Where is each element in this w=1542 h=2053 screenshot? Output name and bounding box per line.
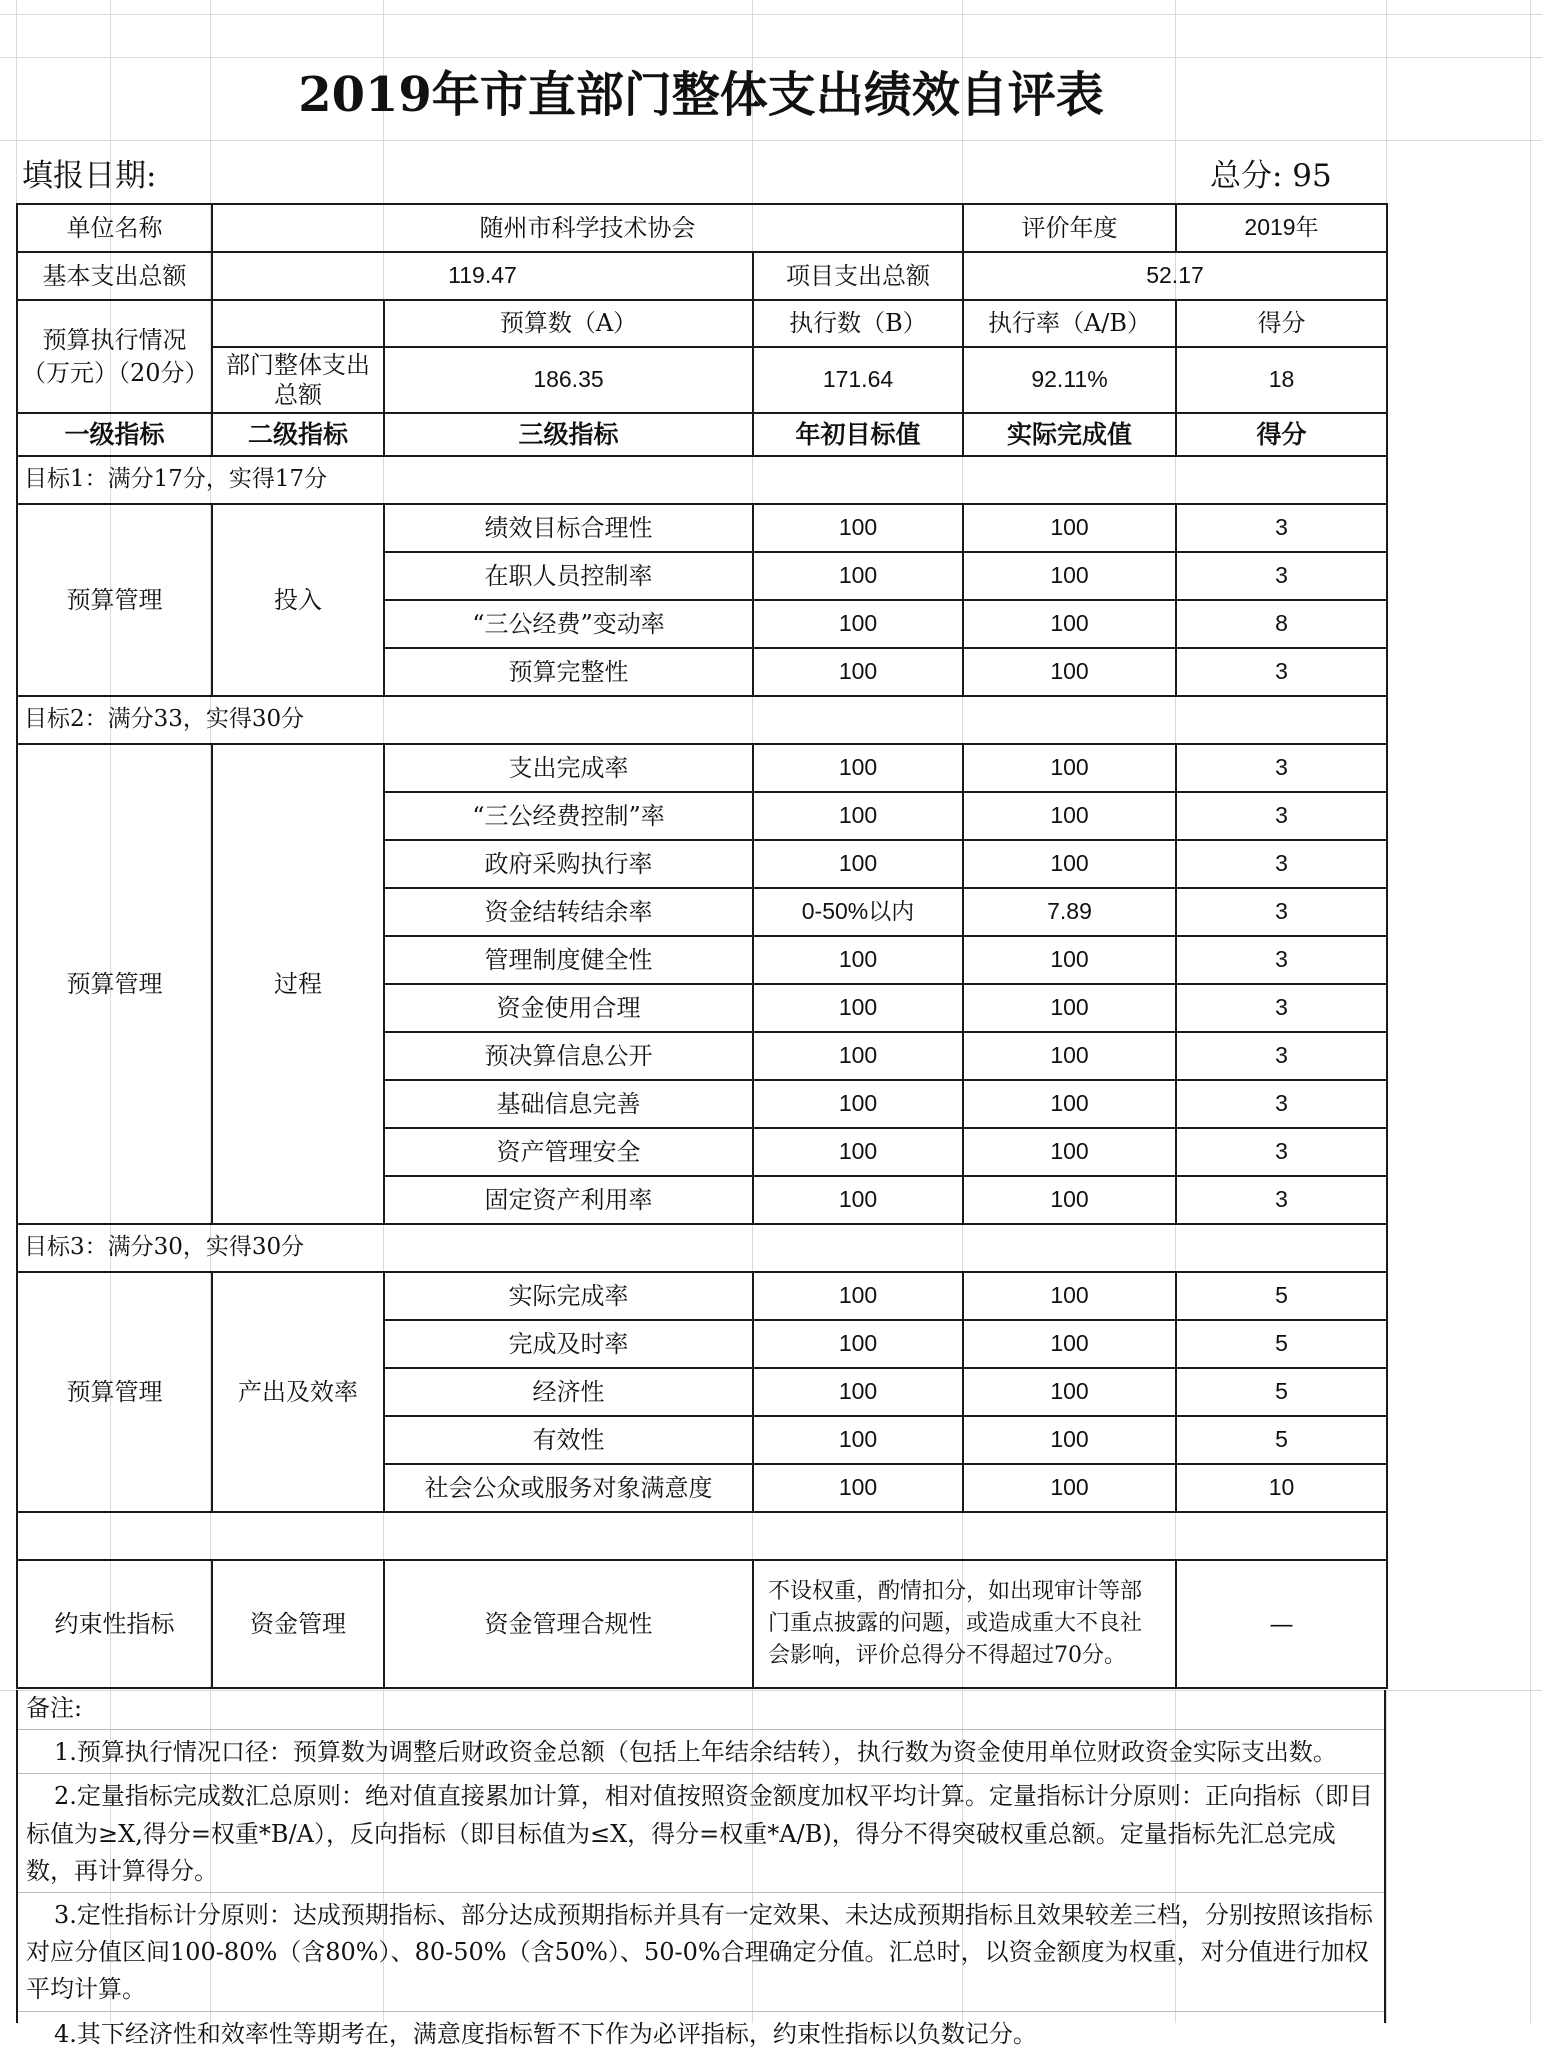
indicator-score: 10 (1176, 1464, 1387, 1512)
budget-col-rate: 执行率（A/B） (963, 300, 1176, 347)
indicator-name: 预算完整性 (384, 648, 753, 696)
indicator-name: 管理制度健全性 (384, 936, 753, 984)
goal3-label-row (17, 1224, 1387, 1272)
header-actual: 实际完成值 (963, 413, 1176, 456)
indicator-score: 5 (1176, 1272, 1387, 1320)
goal1-level1: 预算管理 (17, 504, 212, 696)
indicator-actual: 100 (963, 1176, 1176, 1224)
indicator-name: “三公经费”变动率 (384, 600, 753, 648)
table-row (17, 744, 1387, 792)
total-score: 总分: 95 (1210, 158, 1332, 194)
indicator-target: 100 (753, 936, 963, 984)
indicator-name: 资金结转结余率 (384, 888, 753, 936)
remark-item: 3.定性指标计分原则：达成预期指标、部分达成预期指标并具有一定效果、未达成预期指标且效果较差三档，分别按照该指标对应分值区间100-80%（含80%）、80-50%（含50%）、50-0%合理确定分值。汇总时，以资金额度为权重，对分值进行加权平均计算。 (18, 1897, 1384, 2012)
indicator-name: 完成及时率 (384, 1320, 753, 1368)
header-level3: 三级指标 (384, 413, 753, 456)
indicator-actual: 100 (963, 744, 1176, 792)
constraint-level3: 资金管理合规性 (384, 1560, 753, 1688)
indicator-name: 资金使用合理 (384, 984, 753, 1032)
indicator-target: 100 (753, 792, 963, 840)
indicator-target: 100 (753, 984, 963, 1032)
goal2-label-row (17, 696, 1387, 744)
indicator-score: 3 (1176, 888, 1387, 936)
indicator-score: 3 (1176, 792, 1387, 840)
indicator-actual: 100 (963, 936, 1176, 984)
budget-blank (212, 300, 384, 347)
indicator-score: 3 (1176, 1176, 1387, 1224)
header-level2: 二级指标 (212, 413, 384, 456)
project-spend: 52.17 (963, 252, 1387, 300)
goal3-label: 目标3：满分30，实得30分 (17, 1224, 1387, 1272)
indicator-actual: 100 (963, 1032, 1176, 1080)
budget-col-a: 预算数（A） (384, 300, 753, 347)
unit-name: 随州市科学技术协会 (212, 204, 963, 252)
indicator-score: 3 (1176, 1080, 1387, 1128)
budget-row-label: 部门整体支出总额 (212, 347, 384, 413)
indicator-target: 100 (753, 840, 963, 888)
constraint-level2: 资金管理 (212, 1560, 384, 1688)
indicator-actual: 100 (963, 1416, 1176, 1464)
indicator-name: 有效性 (384, 1416, 753, 1464)
constraint-row (17, 1560, 1387, 1688)
indicator-actual: 100 (963, 1368, 1176, 1416)
header-target: 年初目标值 (753, 413, 963, 456)
indicator-target: 100 (753, 1368, 963, 1416)
indicator-actual: 7.89 (963, 888, 1176, 936)
indicator-name: 固定资产利用率 (384, 1176, 753, 1224)
indicator-actual: 100 (963, 1128, 1176, 1176)
indicator-target: 100 (753, 1176, 963, 1224)
indicator-score: 3 (1176, 840, 1387, 888)
remark-item: 1.预算执行情况口径：预算数为调整后财政资金总额（包括上年结余结转），执行数为资金使用单位财政资金实际支出数。 (18, 1734, 1384, 1774)
indicator-target: 100 (753, 744, 963, 792)
indicator-name: 实际完成率 (384, 1272, 753, 1320)
indicator-name: 经济性 (384, 1368, 753, 1416)
table-row (17, 504, 1387, 552)
indicator-score: 3 (1176, 648, 1387, 696)
eval-year: 2019年 (1176, 204, 1387, 252)
indicator-name: 绩效目标合理性 (384, 504, 753, 552)
basic-spend-label: 基本支出总额 (17, 252, 212, 300)
indicator-name: 资产管理安全 (384, 1128, 753, 1176)
indicator-target: 100 (753, 648, 963, 696)
indicator-actual: 100 (963, 792, 1176, 840)
indicator-target: 100 (753, 1080, 963, 1128)
unit-name-label: 单位名称 (17, 204, 212, 252)
indicator-target: 100 (753, 600, 963, 648)
indicator-score: 3 (1176, 984, 1387, 1032)
indicator-actual: 100 (963, 552, 1176, 600)
constraint-note: 不设权重，酌情扣分，如出现审计等部门重点披露的问题，或造成重大不良社会影响，评价总得分不得超过70分。 (753, 1560, 1176, 1688)
eval-year-label: 评价年度 (963, 204, 1176, 252)
indicator-actual: 100 (963, 1080, 1176, 1128)
indicator-actual: 100 (963, 504, 1176, 552)
goal1-label-row (17, 456, 1387, 504)
budget-score: 18 (1176, 347, 1387, 413)
indicator-score: 3 (1176, 936, 1387, 984)
goal2-level1: 预算管理 (17, 744, 212, 1224)
basic-spend: 119.47 (212, 252, 753, 300)
evaluation-table (16, 203, 1388, 1689)
remarks (16, 1690, 1386, 2048)
indicator-name: 预决算信息公开 (384, 1032, 753, 1080)
indicator-actual: 100 (963, 1320, 1176, 1368)
indicator-score: 5 (1176, 1416, 1387, 1464)
indicator-target: 100 (753, 1272, 963, 1320)
indicator-actual: 100 (963, 648, 1176, 696)
header-level1: 一级指标 (17, 413, 212, 456)
indicator-actual: 100 (963, 1464, 1176, 1512)
blank-row (17, 1512, 1387, 1560)
remark-item: 2.定量指标完成数汇总原则：绝对值直接累加计算，相对值按照资金额度加权平均计算。定量指标计分原则：正向指标（即目标值为≥X,得分=权重*B/A），反向指标（即目标值为≤X，得分=权重*A/B)，得分不得突破权重总额。定量指标先汇总完成数，再计算得分。 (18, 1778, 1384, 1893)
indicator-actual: 100 (963, 840, 1176, 888)
goal1-level2: 投入 (212, 504, 384, 696)
indicator-name: 政府采购执行率 (384, 840, 753, 888)
table-row (17, 1272, 1387, 1320)
indicator-target: 100 (753, 1032, 963, 1080)
remark-item: 4.其下经济性和效率性等期考在，满意度指标暂不下作为必评指标，约束性指标以负数记分。 (54, 2019, 1037, 2048)
indicator-name: 支出完成率 (384, 744, 753, 792)
goal3-level2: 产出及效率 (212, 1272, 384, 1512)
indicator-name: 在职人员控制率 (384, 552, 753, 600)
project-spend-label: 项目支出总额 (753, 252, 963, 300)
indicator-actual: 100 (963, 984, 1176, 1032)
remarks-label: 备注: (18, 1690, 1384, 1730)
goal2-label: 目标2：满分33，实得30分 (17, 696, 1387, 744)
info-row-2 (17, 252, 1387, 300)
indicator-score: 5 (1176, 1320, 1387, 1368)
indicator-target: 100 (753, 1416, 963, 1464)
budget-rate: 92.11% (963, 347, 1176, 413)
fill-date-label: 填报日期: (22, 158, 157, 194)
indicator-target: 100 (753, 504, 963, 552)
indicator-name: 社会公众或服务对象满意度 (384, 1464, 753, 1512)
indicator-score: 3 (1176, 744, 1387, 792)
budget-b: 171.64 (753, 347, 963, 413)
indicator-target: 100 (753, 552, 963, 600)
budget-col-b: 执行数（B） (753, 300, 963, 347)
indicator-target: 100 (753, 1320, 963, 1368)
indicator-score: 8 (1176, 600, 1387, 648)
goal1-label: 目标1：满分17分，实得17分 (17, 456, 1387, 504)
indicator-target: 100 (753, 1464, 963, 1512)
constraint-score: — (1176, 1560, 1387, 1688)
indicator-score: 5 (1176, 1368, 1387, 1416)
page-title: 2019年市直部门整体支出绩效自评表 (298, 67, 1104, 123)
budget-value-row (17, 347, 1387, 413)
header-score: 得分 (1176, 413, 1387, 456)
indicator-header-row (17, 413, 1387, 456)
indicator-target: 0-50%以内 (753, 888, 963, 936)
budget-label: 预算执行情况（万元）（20分） (17, 300, 212, 413)
indicator-actual: 100 (963, 600, 1176, 648)
indicator-score: 3 (1176, 504, 1387, 552)
budget-col-score: 得分 (1176, 300, 1387, 347)
budget-a: 186.35 (384, 347, 753, 413)
budget-header-row (17, 300, 1387, 347)
indicator-target: 100 (753, 1128, 963, 1176)
indicator-actual: 100 (963, 1272, 1176, 1320)
info-row-1 (17, 204, 1387, 252)
indicator-name: “三公经费控制”率 (384, 792, 753, 840)
goal2-level2: 过程 (212, 744, 384, 1224)
goal3-level1: 预算管理 (17, 1272, 212, 1512)
indicator-score: 3 (1176, 552, 1387, 600)
indicator-score: 3 (1176, 1128, 1387, 1176)
indicator-name: 基础信息完善 (384, 1080, 753, 1128)
constraint-level1: 约束性指标 (17, 1560, 212, 1688)
blank-cell (17, 1512, 1387, 1560)
indicator-score: 3 (1176, 1032, 1387, 1080)
